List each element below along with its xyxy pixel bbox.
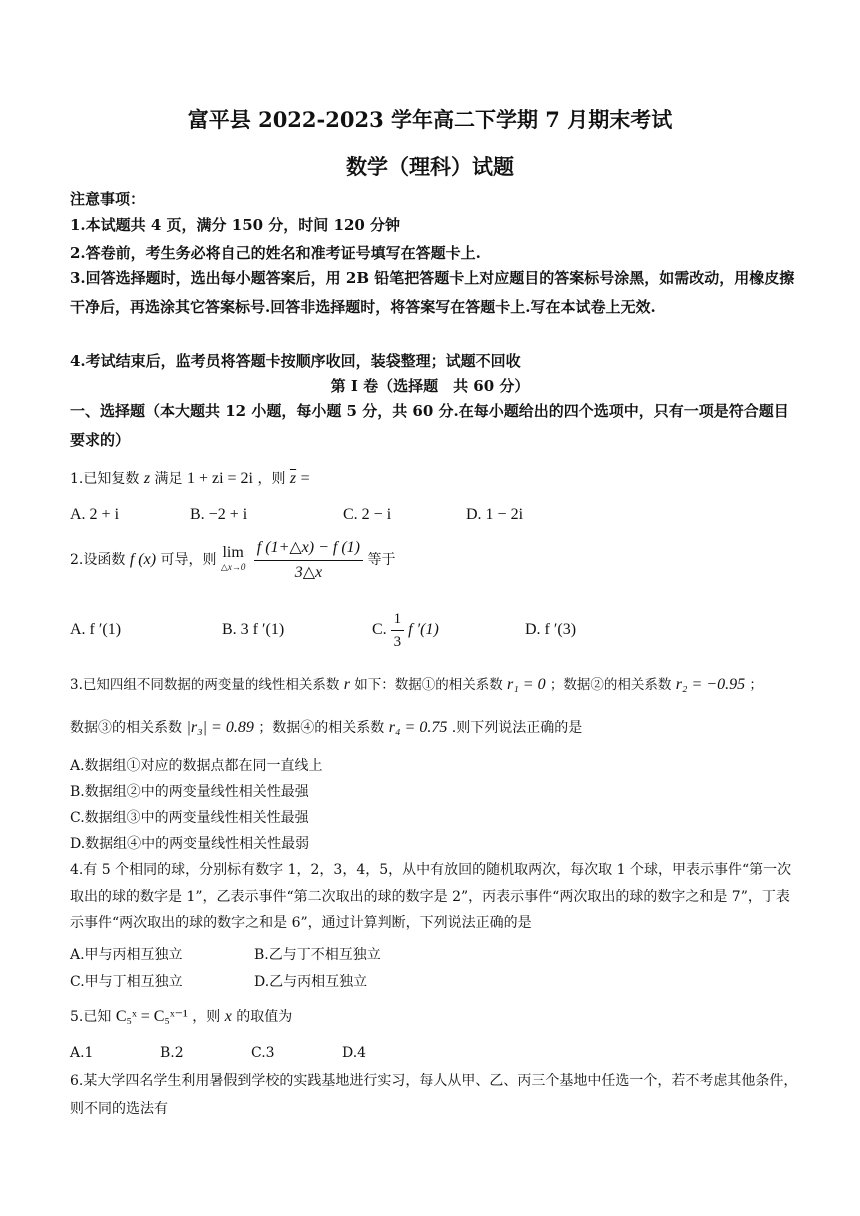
q5-stem-a: 5.已知 <box>70 1009 112 1025</box>
q5-stem-c: 的取值为 <box>236 1009 293 1025</box>
q3-line1-d: ； <box>749 677 763 693</box>
q4-option-c: C.甲与丁相互独立 <box>70 974 183 990</box>
q2-stem-a: 2.设函数 <box>70 552 126 568</box>
q2-option-b: B. 3 f ′(1) <box>222 621 285 638</box>
section-heading: 一、选择题（本大题共 12 小题，每小题 5 分，共 60 分.在每小题给出的四个选项中，只有一项是符合题目要求的） <box>70 402 789 449</box>
q2-option-c-num: 1 <box>391 610 405 631</box>
q2-option-a: A. f ′(1) <box>70 621 122 638</box>
question-3-line-1 <box>70 674 798 696</box>
exam-subtitle: 数学（理科）试题 <box>346 154 514 179</box>
q2-limit <box>221 546 245 574</box>
question-4-stem: 4.有 5 个相同的球，分别标有数字 1，2，3，4，5，从中有放回的随机取两次，每次取 1 个球，甲表示事件“第一次取出的球的数字是 1”，乙表示事件“第二次取出的球的数字是 2”，丙表示事件“两次取出的球的数字之和是 7”，丁表示事件“两次取出的球的数字之和是 6”，通过计算判断，下列说法正确的是 <box>70 862 792 931</box>
notice-item-2: 2.答卷前，考生务必将自己的姓名和准考证号填写在答题卡上. <box>70 244 481 262</box>
question-5-stem <box>70 1006 798 1028</box>
q5-option-a: A.1 <box>70 1045 94 1061</box>
q3-line1-b: 如下：数据①的相关系数 <box>354 677 503 693</box>
q1-var-z: z <box>143 470 151 487</box>
q3-option-a: A.数据组①对应的数据点都在同一直线上 <box>70 758 323 774</box>
q4-option-b: B.乙与丁不相互独立 <box>254 947 381 963</box>
q3-r3: |r₃| = 0.89 <box>186 719 254 736</box>
question-3-line-2 <box>70 717 798 739</box>
q3-var-r: r <box>343 676 350 693</box>
q5-option-c: C.3 <box>251 1045 275 1061</box>
q2-option-c-suffix: f ′(1) <box>408 621 439 638</box>
q1-option-c: C. 2 − i <box>343 506 392 523</box>
notice-item-4: 4.考试结束后，监考员将答题卡按顺序收回，装袋整理；试题不回收 <box>70 352 521 370</box>
q3-line2-c: .则下列说法正确的是 <box>451 720 583 736</box>
q2-lim-subscript: △x→0 <box>220 562 246 572</box>
q1-stem-d: = <box>300 470 310 487</box>
notice-heading: 注意事项： <box>70 190 146 208</box>
q2-denominator: 3△x <box>294 563 323 581</box>
question-6-stem: 6.某大学四名学生利用暑假到学校的实践基地进行实习，每人从甲、乙、丙三个基地中任选一个，若不考虑其他条件，则不同的选法有 <box>70 1073 798 1117</box>
q1-equation: 1 + zi = 2i <box>186 470 253 487</box>
q3-line2-a: 数据③的相关系数 <box>70 720 182 736</box>
q1-stem-c: ，则 <box>257 471 286 487</box>
q2-option-c-den: 3 <box>393 633 402 650</box>
q3-line1-c: ；数据②的相关系数 <box>549 677 672 693</box>
q3-line1-a: 3.已知四组不同数据的两变量的线性相关系数 <box>70 677 340 693</box>
question-2-stem <box>70 537 798 583</box>
q2-option-c-prefix: C. <box>372 621 387 638</box>
q3-line2-b: ；数据④的相关系数 <box>258 720 385 736</box>
q1-conjugate-z: $\overline{z}$ <box>289 470 297 487</box>
q2-stem-c: 等于 <box>367 552 396 568</box>
q1-option-a: A. 2 + i <box>70 506 120 523</box>
q3-option-c: C.数据组③中的两变量线性相关性最强 <box>70 810 309 826</box>
q3-option-b: B.数据组②中的两变量线性相关性最强 <box>70 784 309 800</box>
q3-r1: r₁ = 0 <box>507 676 546 693</box>
q2-fraction <box>254 538 363 583</box>
q3-option-d: D.数据组④中的两变量线性相关性最弱 <box>70 836 310 852</box>
q2-stem-b: 可导，则 <box>160 552 217 568</box>
q5-option-b: B.2 <box>160 1045 184 1061</box>
q5-option-d: D.4 <box>342 1045 367 1061</box>
q2-option-c-fraction <box>391 610 405 651</box>
q2-option-c <box>372 606 439 654</box>
notice-item-3: 3.回答选择题时，选出每小题答案后，用 2B 铅笔把答题卡上对应题目的答案标号涂黑，如需改动，用橡皮擦干净后，再选涂其它答案标号.回答非选择题时，将答案写在答题卡上.写在本试卷上无效. <box>70 269 795 316</box>
q5-equation: C₅ˣ = C₅ˣ⁻¹ <box>115 1008 188 1025</box>
q1-stem-a: 1.已知复数 <box>70 471 140 487</box>
q5-var-x: x <box>224 1008 232 1025</box>
q3-r2: r₂ = −0.95 <box>675 676 746 693</box>
q2-function: f (x) <box>129 551 157 568</box>
q2-option-d: D. f ′(3) <box>525 621 577 638</box>
q2-numerator: f (1+△x) − f (1) <box>254 538 363 561</box>
q1-option-d: D. 1 − 2i <box>466 506 524 523</box>
q4-option-a: A.甲与丙相互独立 <box>70 947 183 963</box>
q4-option-d: D.乙与丙相互独立 <box>254 974 368 990</box>
q3-r4: r₄ = 0.75 <box>388 719 448 736</box>
volume-heading: 第 I 卷（选择题 共 60 分） <box>330 377 530 395</box>
notice-item-1: 1.本试题共 4 页，满分 150 分，时间 120 分钟 <box>70 216 401 234</box>
q2-lim-label: lim <box>222 544 244 561</box>
q1-option-b: B. −2 + i <box>190 506 248 523</box>
q1-stem-b: 满足 <box>154 471 183 487</box>
question-1-stem <box>70 468 798 490</box>
exam-title: 富平县 2022-2023 学年高二下学期 7 月期末考试 <box>187 107 673 132</box>
q5-stem-b: ，则 <box>192 1009 221 1025</box>
